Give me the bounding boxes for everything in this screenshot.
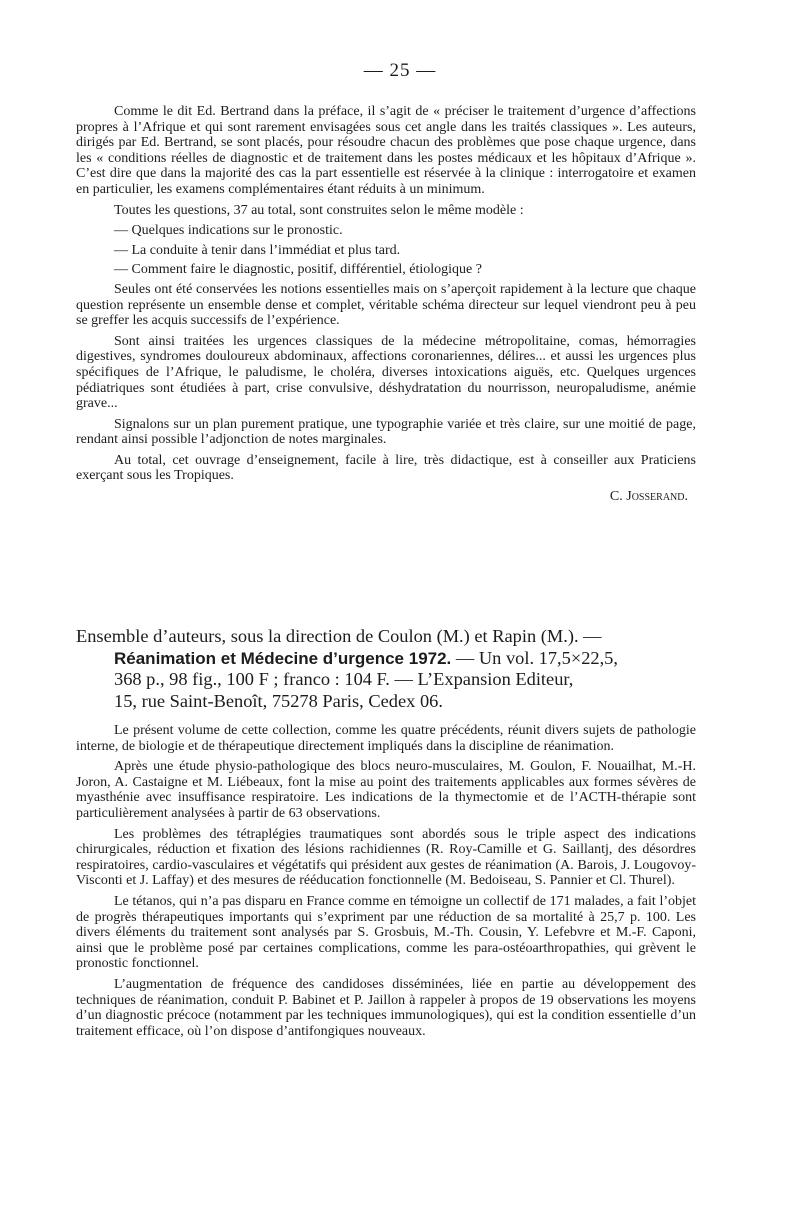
paragraph: Comme le dit Ed. Bertrand dans la préface, il s’agit de « préciser le traitement d’urgence d’affections propres à l’Afrique et qui sont rarement envisagées sous cet angle dans les traités classiques ». Les auteurs, dirigés par Ed. Bertrand, se sont placés, pour résoudre chacun des problèmes que pose chaque urgence, dans les « conditions réelles de diagnostic et de traitement dans les postes médicaux et les hôpitaux d’Afrique ». C’est dire que dans la majorité des cas la part essentielle est réservée à la clinique : interrogatoire et examen en particulier, les examens complémentaires étant réduits à un minimum. [76, 104, 696, 197]
book-authors: Ensemble d’auteurs, sous la direction de Coulon (M.) et Rapin (M.). — [76, 626, 602, 646]
review-josserand [76, 104, 696, 505]
list-item: — La conduite à tenir dans l’immédiat et plus tard. [114, 242, 401, 258]
book-details: 368 p., 98 fig., 100 F ; franco : 104 F. — L’Expansion Editeur, [114, 669, 574, 689]
list-item: — Comment faire le diagnostic, positif, différentiel, étiologique ? [114, 262, 482, 278]
paragraph: Après une étude physio-pathologique des blocs neuro-musculaires, M. Goulon, F. Nouailhat, M.-H. Joron, A. Castaigne et M. Liébeaux, font la mise au point des traitements applicables aux formes sévères de myasthénie avec insuffisance respiratoire. Les indications de la thymectomie et de l’ACTH-thérapie sont particulièrement analysées à partir de 63 observations. [76, 759, 696, 821]
list-item: — Quelques indications sur le pronostic. [114, 223, 343, 239]
page-number: — 25 — [363, 60, 437, 81]
paragraph: Toutes les questions, 37 au total, sont construites selon le même modèle : [114, 202, 524, 218]
paragraph: L’augmentation de fréquence des candidoses disséminées, liée en partie au développement des techniques de réanimation, conduit P. Babinet et P. Jaillon à rappeler à propos de 19 observations les moyens d’un diagnostic précoce (notamment par les techniques immunologiques), qui est la condition essentielle d’un traitement efficace, où l’on dispose d’antifongiques nouveaux. [76, 976, 696, 1039]
paragraph: Le tétanos, qui n’a pas disparu en France comme en témoigne un collectif de 171 malades, a fait l’objet de progrès thérapeutiques importants qui s’expriment par une réduction de sa mortalité à 25,7 p. 100. Les divers éléments du traitement sont analysés par S. Grosbuis, M.-Th. Cousin, Y. Lefebvre et M.-F. Caponi, ainsi que le problème posé par certaines complications, comme les para-ostéoarthropathies, qui grèvent le pronostic fonctionnel. [76, 893, 696, 972]
paragraph: Les problèmes des tétraplégies traumatiques sont abordés sous le triple aspect des indications chirurgicales, réduction et fixation des lésions rachidiennes (R. Roy-Camille et G. Saillantj, des désordres respiratoires, cardio-vasculaires et végétatifs qui président aux gestes de réanimation (A. Barois, J. Lougovoy-Visconti et J. Laffay) et des mesures de rééducation fonctionnelle (M. Bedoiseau, S. Pannier et Cl. Thurel). [76, 826, 696, 889]
book-publisher-address: 15, rue Saint-Benoît, 75278 Paris, Cedex 06. [114, 690, 443, 711]
signature: C. Josserand. [609, 489, 688, 505]
paragraph: Le présent volume de cette collection, comme les quatre précédents, réunit divers sujets de pathologie interne, de biologie et de thérapeutique directement impliqués dans la discipline de réanimation. [76, 723, 696, 754]
review-reanimation [76, 723, 696, 1044]
paragraph: Au total, cet ouvrage d’enseignement, facile à lire, très didactique, est à conseiller aux Praticiens exerçant sous les Tropiques. [76, 452, 696, 484]
paragraph: Seules ont été conservées les notions essentielles mais on s’aperçoit rapidement à la lecture que chaque question représente un ensemble dense et complet, véritable schéma directeur sur lequel viendront peu à peu se greffer les acquis successifs de l’expérience. [76, 281, 696, 329]
book-reference [76, 626, 716, 712]
book-title: Réanimation et Médecine d’urgence 1972. [114, 648, 452, 668]
paragraph: Sont ainsi traitées les urgences classiques de la médecine métropolitaine, comas, hémorragies digestives, syndromes douloureux abdominaux, affections coronariennes, délires... et aussi les urgences plus spécifiques de l’Afrique, le paludisme, le choléra, diverses intoxications aiguës, etc. Quelques urgences pédiatriques sont étudiées à part, crise convulsive, déshydratation du nourrisson, neuropaludisme, anémie grave... [76, 333, 696, 412]
paragraph: Signalons sur un plan purement pratique, une typographie variée et très claire, sur une moitié de page, rendant ainsi possible l’adjonction de notes marginales. [76, 416, 696, 448]
book-volume-info: — Un vol. 17,5×22,5, [451, 647, 618, 668]
book-title-line [76, 648, 716, 670]
